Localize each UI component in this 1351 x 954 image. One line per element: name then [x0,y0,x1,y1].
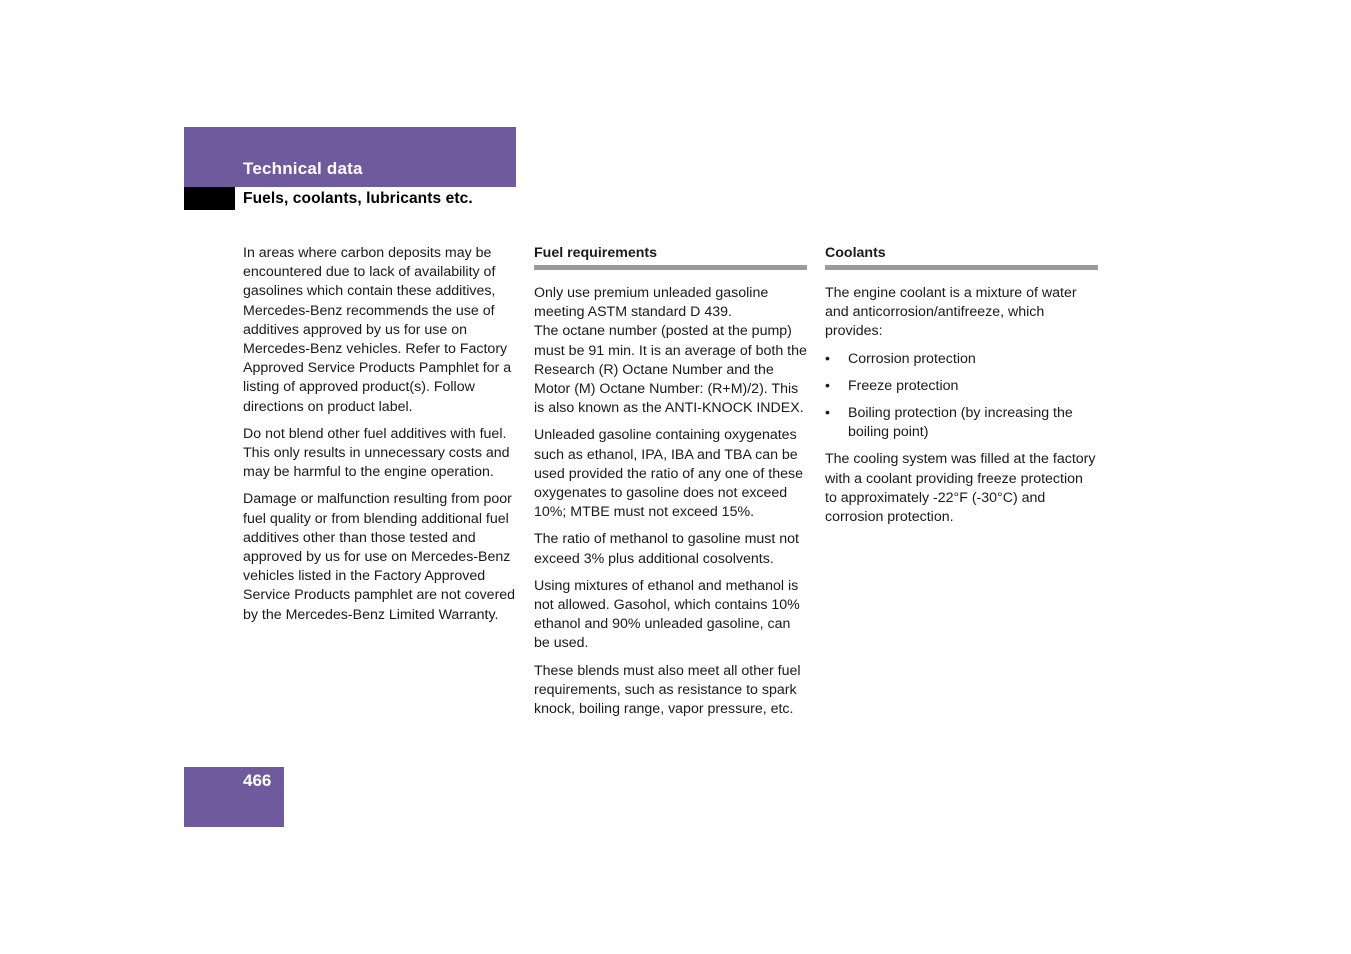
fuel-paragraph: The octane number (posted at the pump) must be 91 min. It is an average of both the Research (R) Octane Number and the Motor (M) Octane Number: (R+M)/2). This is also known as the ANTI-KNOCK INDEX. [534,323,807,417]
page-number: 466 [243,771,272,790]
fuel-requirements-heading: Fuel requirements [534,244,807,270]
section-title: Technical data [243,159,363,178]
list-item [825,377,1098,396]
list-item-text: Freeze protection [848,377,959,394]
coolant-protection-list [825,350,1098,443]
fuel-paragraph: Using mixtures of ethanol and methanol is not allowed. Gasohol, which contains 10% ethanol and 90% unleaded gasoline, can be used. [534,577,800,652]
fuel-paragraph: Unleaded gasoline containing oxygenates such as ethanol, IPA, IBA and TBA can be used provided the ratio of any one of these oxygenates to gasoline does not exceed 10%; MTBE must not exceed 15%. [534,427,803,521]
bullet-icon: • [825,377,830,394]
additives-paragraph: Do not blend other fuel additives with fuel. This only results in unnecessary costs and may be harmful to the engine operation. [243,425,510,481]
additives-paragraph: Damage or malfunction resulting from poor fuel quality or from blending additional fuel additives other than those tested and approved by us for use on Mercedes-Benz vehicles listed in the Factory Approved Service Products pamphlet are not covered by the Mercedes-Benz Limited Warranty. [243,491,516,623]
bullet-icon: • [825,405,830,422]
subsection-marker [184,187,235,210]
subsection-title: Fuels, coolants, lubricants etc. [243,190,473,207]
coolants-closing: The cooling system was filled at the factory with a coolant providing freeze protection to approximately -22°F (-30°C) and corrosion protection. [825,451,1096,526]
column-coolants [825,244,1098,535]
coolants-intro: The engine coolant is a mixture of water and anticorrosion/antifreeze, which provides: [825,285,1077,340]
fuel-paragraph: The ratio of methanol to gasoline must not exceed 3% plus additional cosolvents. [534,531,799,567]
list-item-text: Corrosion protection [848,350,976,367]
list-item [825,350,1098,369]
bullet-icon: • [825,350,830,367]
column-fuel-requirements [534,244,807,727]
additives-paragraph: In areas where carbon deposits may be encountered due to lack of availability of gasolines which contain these additives, Mercedes-Benz recommends the use of additives approved by us for use on Mercedes-Benz vehicles. Refer to Factory Approved Service Products Pamphlet for a listing of approved product(s). Follow directions on product label. [243,245,512,415]
column-additives [243,244,518,633]
list-item [825,404,1098,442]
list-item-text: Boiling protection (by increasing the boiling point) [848,405,1073,441]
fuel-paragraph: Only use premium unleaded gasoline meeting ASTM standard D 439. [534,285,769,321]
coolants-heading: Coolants [825,244,1098,270]
fuel-paragraph: These blends must also meet all other fuel requirements, such as resistance to spark knock, boiling range, vapor pressure, etc. [534,662,801,718]
